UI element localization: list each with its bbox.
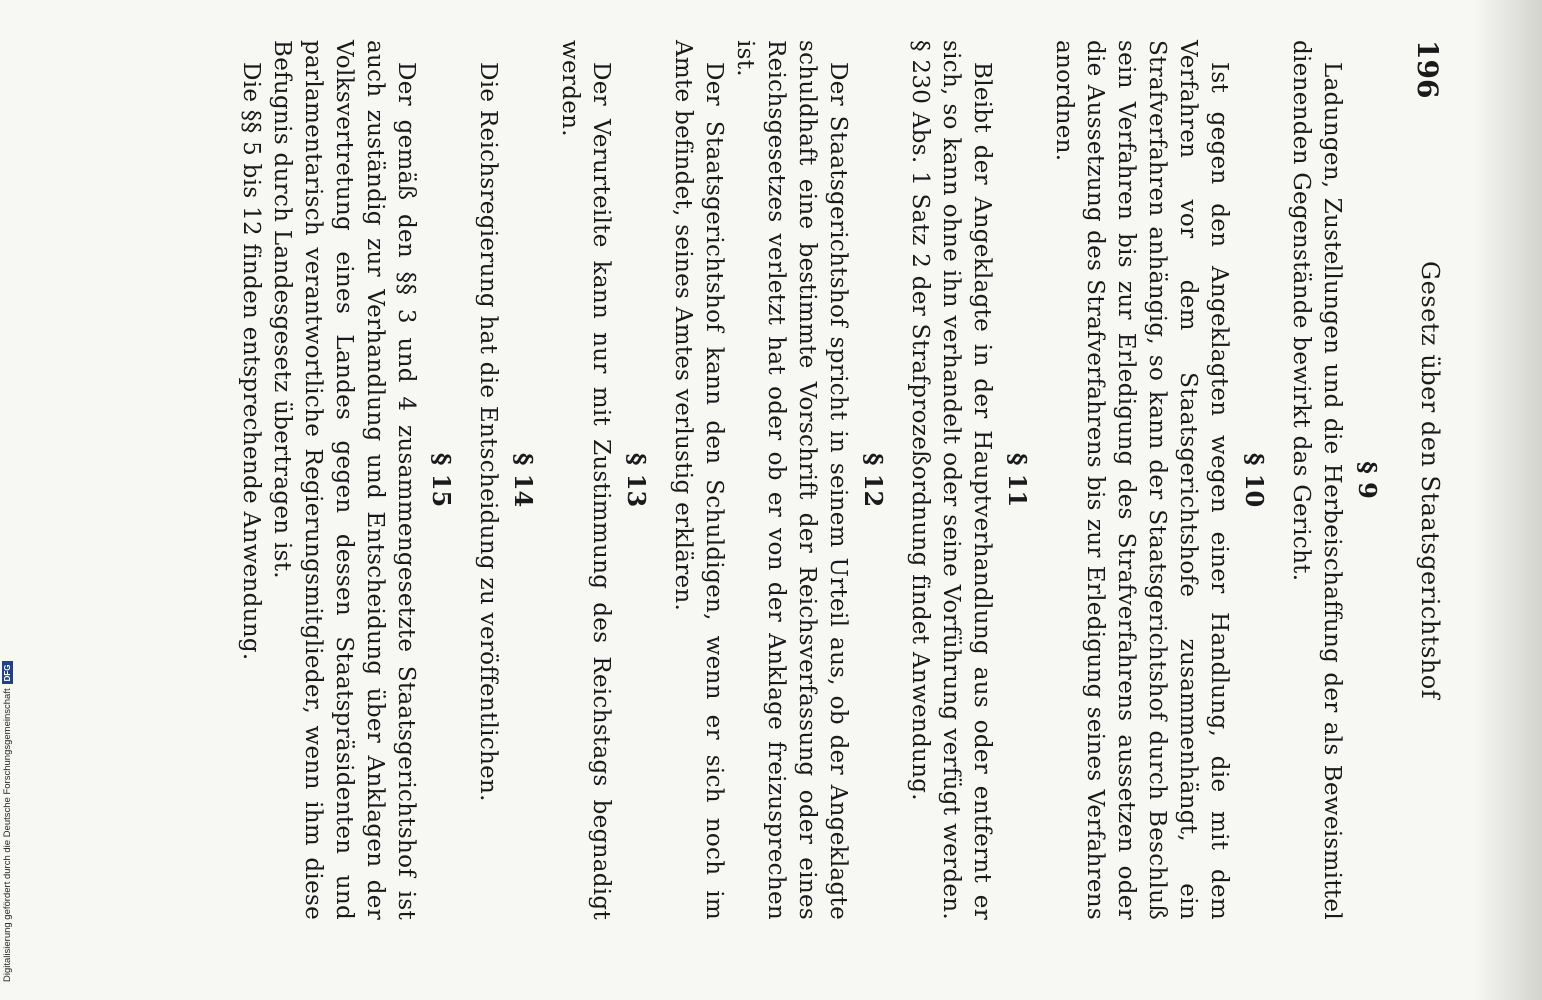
funding-note: Digitalisierung gefördert durch die Deutsche Forschungsgemeinschaft xyxy=(1,688,13,982)
section-paragraph: Der Staatsgerichtshof spricht in seinem Urteil aus, ob der Angeklagte schuldhaft eine bestimmte Vorschrift der Reichsverfassung oder eines Reichsgesetzes verletzt hat oder ob er von der Anklage freizusprechen ist. xyxy=(732,40,851,920)
section-heading: § 15 xyxy=(427,452,456,508)
section-paragraph: Der Verurteilte kann nur mit Zustimmung des Reichstags begnadigt werden. xyxy=(557,40,614,920)
section-paragraph: Die Reichsregierung hat die Entscheidung zu veröffentlichen. xyxy=(475,62,501,802)
section-paragraph: Der Staatsgerichtshof kann den Schuldigen, wenn er sich noch im Amte befindet, seines Amtes verlustig erklären. xyxy=(670,40,727,920)
section-paragraph: Ist gegen den Angeklagten wegen einer Handlung, die mit dem Verfahren vor dem Staatsgerichtshofe zusammenhängt, ein Strafverfahren anhängig, so kann der Staatsgerichtshof durch Beschluß sein Verfahren bis zur Erledigung des Strafverfahrens aussetzen oder die Aussetzung des Strafverfahrens bis zur Erledigung seines Verfahrens anordnen. xyxy=(1051,40,1232,920)
dfg-logo: DFG xyxy=(2,662,13,685)
section-heading: § 12 xyxy=(859,452,888,508)
section-paragraph: Ladungen, Zustellungen und die Herbeischaffung der als Beweismittel dienenden Gegenstände bewirkt das Gericht. xyxy=(1288,40,1345,920)
page-number: 196 xyxy=(1411,40,1444,99)
section-heading: § 11 xyxy=(1003,452,1032,508)
section-paragraph: Bleibt der Angeklagte in der Hauptverhandlung aus oder entfernt er sich, so kann ohne ihn verhandelt oder seine Vorführung verfügt werden. § 230 Abs. 1 Satz 2 der Strafprozeßordnung findet Anwendung. xyxy=(907,40,995,920)
section-heading: § 10 xyxy=(1240,452,1269,508)
funding-stamp xyxy=(0,592,14,982)
section-heading: § 13 xyxy=(622,452,651,508)
section-paragraph: Der gemäß den §§ 3 und 4 zusammengesetzte Staatsgerichtshof ist auch zuständig zur Verhandlung und Entscheidung über Anklagen der Volksvertretung eines Landes gegen dessen Staatspräsidenten und parlamentarisch verantwortliche Regierungsmitglieder, wenn ihm diese Befugnis durch Landesgesetz übertragen ist. xyxy=(269,40,419,920)
running-title: Gesetz über den Staatsgerichtshof xyxy=(1416,260,1444,700)
section-heading: § 14 xyxy=(509,452,538,508)
section-paragraph: Die §§ 5 bis 12 finden entsprechende Anwendung. xyxy=(238,62,264,661)
section-heading: § 9 xyxy=(1353,461,1382,499)
